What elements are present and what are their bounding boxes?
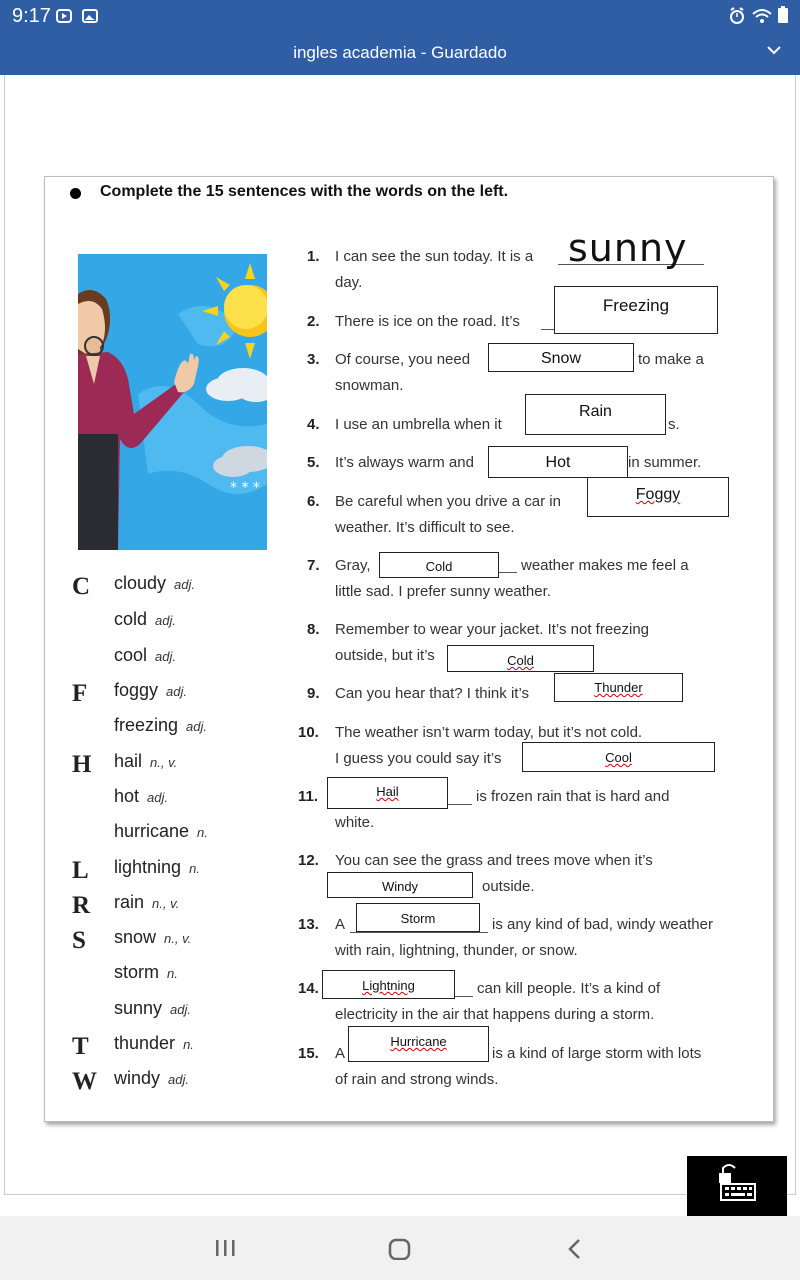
sentence-text: can kill people. It’s a kind of <box>477 980 661 997</box>
answer-textbox[interactable]: Storm <box>356 903 480 932</box>
sentence-number: 14. <box>298 980 319 997</box>
weather-illustration <box>78 254 267 550</box>
sentence-text: outside. <box>482 878 535 895</box>
svg-text:* * *: * * * <box>230 480 260 496</box>
sentence-text: I can see the sun today. It is a <box>335 248 534 265</box>
answer-textbox[interactable]: Windy <box>327 872 473 898</box>
system-nav-bar <box>0 1216 800 1280</box>
sentence-number: 11. <box>298 788 319 805</box>
word-item: thunder n. <box>114 1033 194 1053</box>
answer-textbox[interactable]: Rain <box>525 394 666 435</box>
word-bank-letter: W <box>72 1068 97 1095</box>
sentence-number: 6. <box>307 493 320 510</box>
word-item: hail n., v. <box>114 751 178 771</box>
answer-blank <box>541 329 555 330</box>
sentence-text: white. <box>335 814 375 831</box>
sentence-text: to make a <box>638 351 704 368</box>
status-time: 9:17 <box>12 5 51 27</box>
sentence-number: 15. <box>298 1045 319 1062</box>
recents-icon[interactable] <box>214 1238 238 1258</box>
sentence-text: I guess you could say it’s <box>335 750 502 767</box>
home-icon[interactable] <box>388 1238 412 1260</box>
answer-blank <box>455 996 473 997</box>
sentence-text: of rain and strong winds. <box>335 1071 499 1088</box>
answer-textbox[interactable]: Lightning <box>322 970 455 999</box>
answer-blank <box>499 572 517 573</box>
sentence-text: outside, but it’s <box>335 647 435 664</box>
word-bank-letter: T <box>72 1033 89 1060</box>
sentence-number: 8. <box>307 621 320 638</box>
worksheet-instruction: Complete the 15 sentences with the words on the left. <box>100 183 509 200</box>
sentence-text: weather makes me feel a <box>521 557 689 574</box>
gallery-icon <box>82 9 98 23</box>
status-bar <box>0 0 800 32</box>
answer-textbox[interactable]: Hot <box>488 446 628 478</box>
sentence-number: 4. <box>307 416 320 433</box>
keyboard-toggle-button[interactable] <box>687 1156 787 1216</box>
sentence-text: Of course, you need <box>335 351 471 368</box>
handwritten-answer: sunny <box>568 226 688 270</box>
sentence-text: weather. It’s difficult to see. <box>335 519 515 536</box>
sentence-text: is a kind of large storm with lots <box>492 1045 702 1062</box>
word-bank-letter: R <box>72 892 91 919</box>
answer-blank <box>448 804 472 805</box>
sentence-text: snowman. <box>335 377 404 394</box>
word-item: cool adj. <box>114 645 176 665</box>
alarm-icon <box>728 7 746 25</box>
sentence-text: Can you hear that? I think it’s <box>335 685 530 702</box>
answer-textbox[interactable]: Snow <box>488 343 634 372</box>
back-icon[interactable] <box>566 1238 584 1260</box>
word-item: foggy adj. <box>114 680 188 700</box>
sentence-number: 1. <box>307 248 320 265</box>
sentence-text: s. <box>668 416 680 433</box>
sentence-text: Remember to wear your jacket. It’s not freezing <box>335 621 650 638</box>
word-bank-letter: S <box>72 927 86 954</box>
word-bank-letter: C <box>72 573 91 600</box>
sentence-number: 10. <box>298 724 319 741</box>
sentence-number: 5. <box>307 454 320 471</box>
word-item: sunny adj. <box>114 998 192 1018</box>
sentence-text: I use an umbrella when it <box>335 416 502 433</box>
answer-textbox[interactable]: Hail <box>327 777 448 809</box>
answer-textbox[interactable]: Freezing <box>554 286 718 334</box>
word-item: cold adj. <box>114 609 176 629</box>
bullet-icon <box>70 188 81 199</box>
sentence-text: little sad. I prefer sunny weather. <box>335 583 551 600</box>
sentence-text: There is ice on the road. It’s <box>335 313 520 330</box>
sentence-text: electricity in the air that happens during a storm. <box>335 1006 655 1023</box>
word-item: hurricane n. <box>114 821 208 841</box>
answer-textbox[interactable]: Cold <box>447 645 594 672</box>
word-item: storm n. <box>114 962 178 982</box>
answer-textbox[interactable]: Hurricane <box>348 1026 489 1062</box>
app-titlebar <box>0 32 800 75</box>
battery-icon <box>778 6 788 24</box>
sentence-number: 2. <box>307 313 320 330</box>
word-bank-letter: L <box>72 857 89 884</box>
word-item: rain n., v. <box>114 892 180 912</box>
answer-blank <box>350 932 488 933</box>
word-item: lightning n. <box>114 857 200 877</box>
word-item: freezing adj. <box>114 715 208 735</box>
sentence-number: 7. <box>307 557 320 574</box>
word-item: snow n., v. <box>114 927 192 947</box>
youtube-icon <box>56 9 72 23</box>
sentence-text: Be careful when you drive a car in <box>335 493 561 510</box>
sentence-number: 3. <box>307 351 320 368</box>
sentence-text: in summer. <box>628 454 702 471</box>
wifi-icon <box>751 7 773 25</box>
sentence-text: Gray, <box>335 557 371 574</box>
answer-textbox[interactable]: Cold <box>379 552 499 578</box>
sentence-text: with rain, lightning, thunder, or snow. <box>335 942 578 959</box>
word-bank-letter: H <box>72 751 92 778</box>
document-title: ingles academia - Guardado <box>293 43 507 62</box>
sentence-text: You can see the grass and trees move when it’s <box>335 852 653 869</box>
chevron-down-icon[interactable] <box>766 42 782 58</box>
sentence-number: 13. <box>298 916 319 933</box>
sentence-text: A <box>335 916 346 933</box>
keyboard-unlock-icon <box>687 1156 787 1216</box>
sentence-number: 12. <box>298 852 319 869</box>
sentence-text: is any kind of bad, windy weather <box>492 916 713 933</box>
sentence-number: 9. <box>307 685 320 702</box>
sentence-text: is frozen rain that is hard and <box>476 788 670 805</box>
sentence-text: day. <box>335 274 363 291</box>
answer-textbox[interactable]: Foggy <box>587 477 729 517</box>
sentence-text: The weather isn’t warm today, but it’s not cold. <box>335 724 643 741</box>
sentence-text: It’s always warm and <box>335 454 474 471</box>
word-item: cloudy adj. <box>114 573 195 593</box>
word-item: hot adj. <box>114 786 168 806</box>
word-item: windy adj. <box>114 1068 189 1088</box>
answer-textbox[interactable]: Cool <box>522 742 715 772</box>
word-bank-letter: F <box>72 680 88 707</box>
sentence-text: A <box>335 1045 346 1062</box>
answer-textbox[interactable]: Thunder <box>554 673 683 702</box>
